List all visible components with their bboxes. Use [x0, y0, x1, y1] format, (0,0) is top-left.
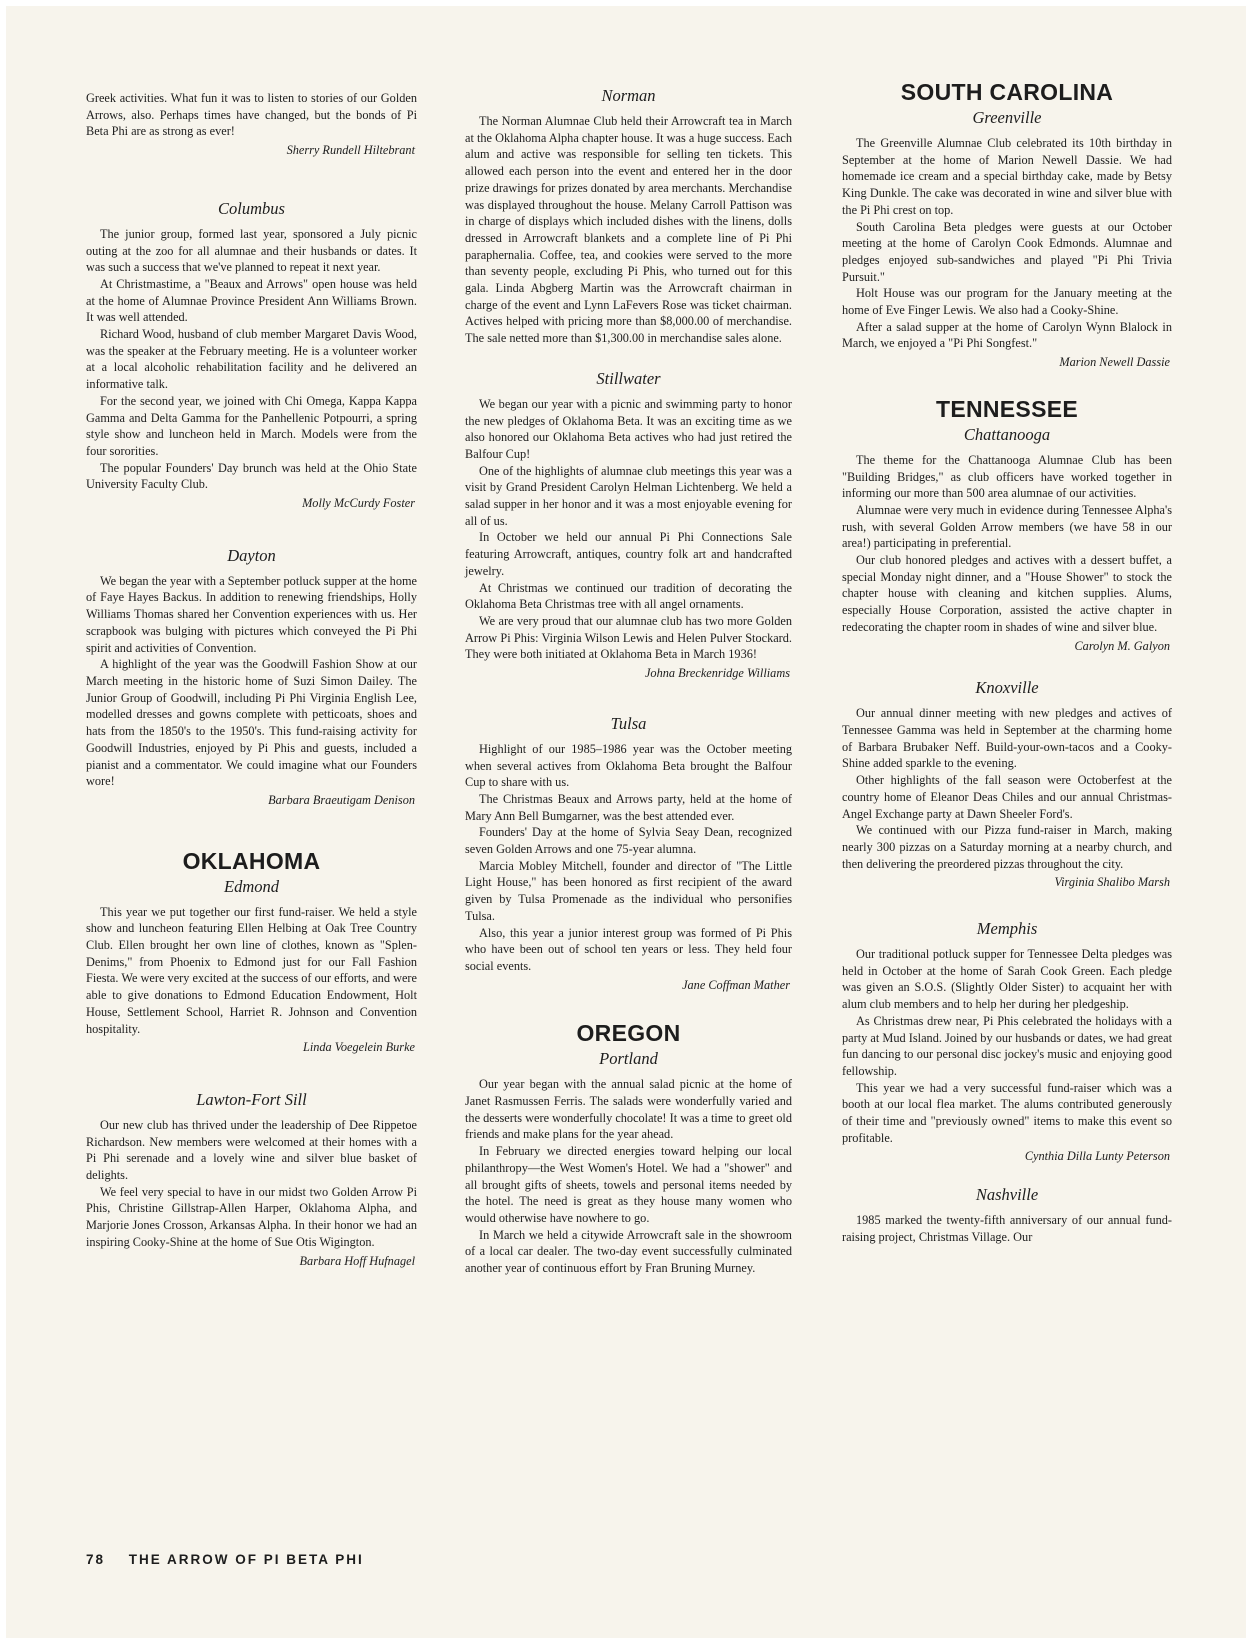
paragraph: As Christmas drew near, Pi Phis celebrated the holidays with a party at Mud Island. Joined by our husbands or dates, we had great fun dancing to our personal disc jockey's music and enjoying good fellowship. — [842, 1013, 1172, 1078]
column-right — [842, 79, 1172, 1246]
club-heading-knoxville: Knoxville — [975, 678, 1039, 698]
column-middle — [465, 86, 792, 1277]
paragraph: The popular Founders' Day brunch was held at the Ohio State University Faculty Club. — [86, 460, 417, 492]
state-heading-tennessee: TENNESSEE — [935, 395, 1078, 422]
signature: Jane Coffman Mather — [682, 977, 790, 992]
paragraph: In October we held our annual Pi Phi Connections Sale featuring Arrowcraft, antiques, country folk art and handcrafted jewelry. — [465, 530, 792, 578]
paragraph: The Christmas Beaux and Arrows party, held at the home of Mary Ann Bell Bumgarner, was the best attended ever. — [465, 791, 792, 823]
magazine-page — [6, 6, 1246, 1638]
signature: Cynthia Dilla Lunty Peterson — [1024, 1149, 1170, 1164]
club-heading-chattanooga: Chattanooga — [963, 424, 1051, 444]
club-heading-stillwater: Stillwater — [596, 368, 661, 388]
paragraph: We feel very special to have in our midst two Golden Arrow Pi Phis, Christine Gillstrap-Allen Harper, Oklahoma Alpha, and Marjorie Jones Crosson, Arkansas Alpha. In their honor we had an inspiring Cooky-Shine at the home of Sue Otis Wigington. — [86, 1184, 417, 1249]
signature: Barbara Braeutigam Denison — [268, 792, 415, 807]
paragraph: Our traditional potluck supper for Tennessee Delta pledges was held in October at the home of Sarah Cook Green. Each pledge was given an S.O.S. (Slightly Older Sister) to acquaint her with alum club members and to help her during her pledgeship. — [842, 947, 1172, 1012]
publication-title: THE ARROW OF PI BETA PHI — [128, 1552, 364, 1567]
club-heading-nashville: Nashville — [975, 1185, 1039, 1205]
paragraph: 1985 marked the twenty-fifth anniversary of our annual fund-raising project, Christmas Village. Our — [842, 1213, 1172, 1244]
paragraph: Our club honored pledges and actives with a dessert buffet, a special Monday night dinner, and a "House Shower" to stock the chapter house with cleaning and kitchen supplies. Alums, especially House Corporation, assisted the active chapter in redecorating the chapter room in shades of wine and silver blue. — [842, 553, 1172, 634]
club-heading-columbus: Columbus — [218, 198, 285, 218]
paragraph: We began our year with a picnic and swimming party to honor the new pledges of Oklahoma Beta. It was an exciting time as we also honored our Oklahoma Beta actives who had just retired the Balfour Cup! — [465, 396, 792, 461]
paragraph: The junior group, formed last year, sponsored a July picnic outing at the zoo for all alumnae and their husbands or dates. It was such a success that we've planned to repeat it next year. — [86, 226, 417, 275]
club-heading-lawton-fort-sill: Lawton-Fort Sill — [196, 1089, 307, 1109]
signature: Linda Voegelein Burke — [302, 1040, 415, 1055]
club-heading-edmond: Edmond — [224, 876, 279, 896]
paragraph: This year we had a very successful fund-raiser which was a booth at our local flea market. The alums contributed generously of their time and "previously owned" items to make this event so profitable. — [842, 1080, 1172, 1145]
paragraph: At Christmas we continued our tradition of decorating the Oklahoma Beta Christmas tree with all angel ornaments. — [465, 580, 792, 612]
paragraph: Richard Wood, husband of club member Margaret Davis Wood, was the speaker at the February meeting. He is a volunteer worker at a local alcoholic rehabilitation facility and he delivered an informative talk. — [86, 327, 417, 392]
signature: Carolyn M. Galyon — [1074, 638, 1170, 653]
paragraph: Highlight of our 1985–1986 year was the October meeting when several actives from Oklahoma Beta brought the Balfour Cup to share with us. — [465, 741, 792, 790]
club-heading-tulsa: Tulsa — [610, 713, 647, 733]
paragraph: At Christmastime, a "Beaux and Arrows" open house was held at the home of Alumnae Province President Ann Williams Brown. It was well attended. — [86, 276, 417, 325]
paragraph: South Carolina Beta pledges were guests at our October meeting at the home of Carolyn Cook Edmonds. Alumnae and pledges enjoyed sub-sandwiches and played "Pi Phi Trivia Pursuit." — [842, 219, 1172, 284]
intro-paragraph: Greek activities. What fun it was to listen to stories of our Golden Arrows, also. Perhaps times have changed, but the bonds of Pi Beta Phi are as strong as ever! — [86, 91, 417, 139]
paragraph: In February we directed energies toward helping our local philanthropy—the West Women's Hotel. We had a "shower" and all brought gifts of sheets, towels and personal items needed by the hotel. The need is great as they house many women who would otherwise have nowhere to go. — [465, 1144, 792, 1225]
paragraph: Our year began with the annual salad picnic at the home of Janet Rasmussen Ferris. The salads were wonderfully varied and the desserts were wonderfully chocolate! It was a time to greet old friends and make plans for the year ahead. — [465, 1077, 792, 1142]
club-heading-greenville: Greenville — [972, 108, 1042, 127]
club-heading-norman: Norman — [601, 86, 656, 105]
signature: Molly McCurdy Foster — [302, 496, 415, 511]
paragraph: Alumnae were very much in evidence during Tennessee Alpha's rush, with several Golden Arrow members (we have 58 in our area!) participating in preferential. — [842, 502, 1172, 551]
signature: Sherry Rundell Hiltebrant — [286, 143, 415, 158]
paragraph: After a salad supper at the home of Carolyn Wynn Blalock in March, we enjoyed a "Pi Phi Songfest." — [842, 319, 1172, 351]
paragraph: Founders' Day at the home of Sylvia Seay Dean, recognized seven Golden Arrows and one 75-year alumna. — [465, 825, 792, 857]
page-footer — [86, 1552, 364, 1567]
page-number: 78 — [86, 1552, 106, 1567]
paragraph: A highlight of the year was the Goodwill Fashion Show at our March meeting in the historic home of Suzi Simon Dailey. The Junior Group of Goodwill, including Pi Phi Virginia English Lee, modelled dresses and gowns complete with petticoats, shoes and hats from the 1850's to the 1950's. This fund-raising activity for Goodwill Industries, enjoyed by Pi Phis and guests, included a pianist and a commentator. We could imagine what our Founders wore! — [86, 657, 417, 789]
paragraph: One of the highlights of alumnae club meetings this year was a visit by Grand President Carolyn Helman Lichtenberg. We held a salad supper in her honor and it was a most enjoyable evening for all of us. — [465, 463, 792, 528]
paragraph: For the second year, we joined with Chi Omega, Kappa Kappa Gamma and Delta Gamma for the Panhellenic Potpourri, a spring style show and luncheon held in March. Models were from the four sororities. — [86, 393, 417, 458]
club-heading-dayton: Dayton — [227, 545, 276, 565]
paragraph: Holt House was our program for the January meeting at the home of Eve Finger Lewis. We also had a Cooky-Shine. — [842, 286, 1172, 318]
signature: Virginia Shalibo Marsh — [1054, 875, 1170, 890]
club-heading-portland: Portland — [599, 1049, 658, 1069]
paragraph: In March we held a citywide Arrowcraft sale in the showroom of a local car dealer. The two-day event successfully culminated another year of continuous effort by Fran Bruning Murney. — [465, 1227, 792, 1276]
paragraph: We began the year with a September potluck supper at the home of Faye Hayes Backus. In addition to renewing friendships, Holly Williams Thomas shared her Convention experiences with us. Her scrapbook was bulging with pictures which conveyed the Pi Phi spirit and activities of Convention. — [86, 573, 417, 655]
club-heading-memphis: Memphis — [976, 919, 1038, 939]
paragraph: We are very proud that our alumnae club has two more Golden Arrow Pi Phis: Virginia Wilson Lewis and Helen Pulver Stockard. They were both initiated at Oklahoma Beta in March 1936! — [465, 613, 792, 662]
signature: Barbara Hoff Hufnagel — [299, 1253, 415, 1268]
paragraph: The theme for the Chattanooga Alumnae Club has been "Building Bridges," as club officers have worked together in informing our more than 500 area alumnae of our activities. — [842, 452, 1172, 501]
paragraph: The Greenville Alumnae Club celebrated its 10th birthday in September at the home of Marion Newell Dassie. We had homemade ice cream and a special birthday cake, made by Betsy King Dunkle. The cake was decorated in wine and silver blue with the Pi Phi crest on top. — [842, 136, 1172, 217]
paragraph: Our new club has thrived under the leadership of Dee Rippetoe Richardson. New members were welcomed at their homes with a Pi Phi serenade and a lovely wine and silver blue basket of delights. — [86, 1117, 417, 1183]
paragraph: Our annual dinner meeting with new pledges and actives of Tennessee Gamma was held in September at the charming home of Barbara Brubaker Neff. Build-your-own-tacos and a Cooky-Shine added sparkle to the evening. — [842, 706, 1172, 771]
state-heading-oklahoma: OKLAHOMA — [182, 847, 321, 874]
paragraph: We continued with our Pizza fund-raiser in March, making nearly 300 pizzas on a Saturday morning at a nearby church, and then delivering the preordered pizzas throughout the city. — [842, 823, 1172, 871]
paragraph: The Norman Alumnae Club held their Arrowcraft tea in March at the Oklahoma Alpha chapter house. It was a huge success. Each alum and active was responsible for selling ten tickets. This allowed each person into the event and entered her in the door prize drawings for prizes donated by area merchants. Merchandise was displayed throughout the house. Melany Carroll Pattison was in charge of displays which included dishes with the linens, dolls dressed in Arrowcraft blankets and a complete line of Pi Phi paraphernalia. Coffee, tea, and cookies were served to the more than seventy people, excluding Pi Phis, who turned out for this gala. Linda Abgberg Martin was the Arrowcraft chairman in charge of the event and Lynn LaFevers Rose was ticket chairman. Actives helped with pricing more than $8,000.00 of merchandise. The sale netted more than $1,300.00 in merchandise sales alone. — [465, 114, 792, 346]
state-heading-south-carolina: SOUTH CAROLINA — [900, 79, 1114, 105]
state-heading-oregon: OREGON — [576, 1020, 681, 1047]
signature: Marion Newell Dassie — [1059, 355, 1170, 370]
paragraph: Marcia Mobley Mitchell, founder and director of "The Little Light House," has been honored as first recipient of the award given by Tulsa Promenade as the individual who personifies Tulsa. — [465, 858, 792, 923]
paragraph: Also, this year a junior interest group was formed of Pi Phis who have been out of school ten years or less. They held four social events. — [465, 925, 792, 973]
signature: Johna Breckenridge Williams — [644, 666, 790, 681]
paragraph: Other highlights of the fall season were Octoberfest at the country home of Eleanor Deas Chiles and our annual Christmas-Angel Exchange party at Dawn Sheeler Ford's. — [842, 773, 1172, 821]
paragraph: This year we put together our first fund-raiser. We held a style show and luncheon featuring Ellen Helbing at Oak Tree Country Club. Ellen brought her own line of clothes, known as "Splen-Denims," from Phoenix to Edmond just for our Fall Fashion Fiesta. We were very excited at the success of our efforts, and were able to give donations to Edmond Education Endowment, Holt House, Settlement School, Harriet R. Johnson and Convention hospitality. — [86, 904, 417, 1036]
column-left — [86, 90, 417, 1269]
